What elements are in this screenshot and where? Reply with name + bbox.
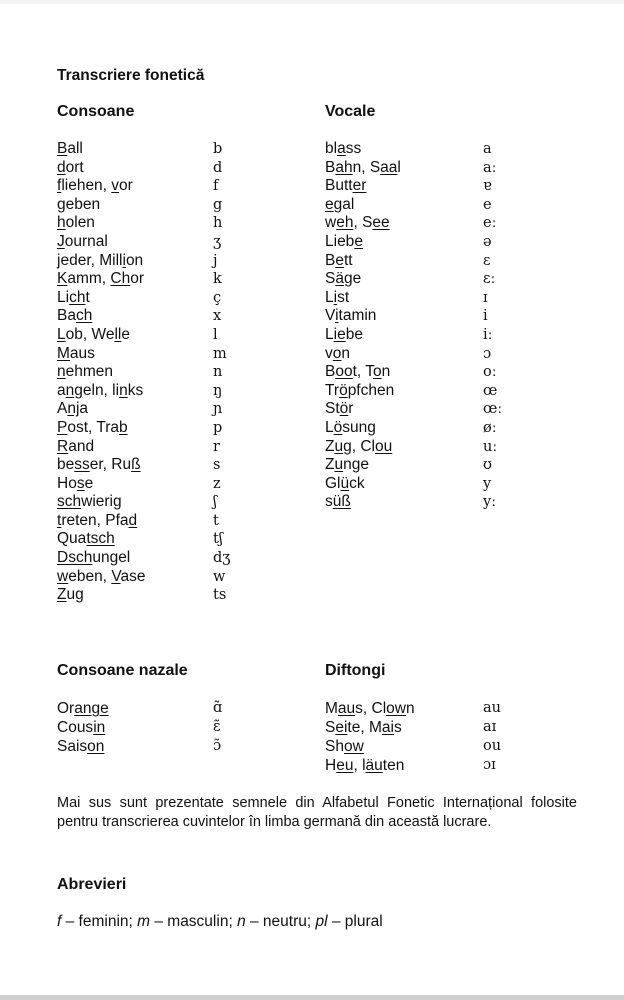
vowel-ipa: eː xyxy=(483,215,497,232)
consonant-ipa: ŋ xyxy=(213,382,223,399)
consonant-word: holen xyxy=(57,214,95,232)
consonant-ipa: n xyxy=(213,364,223,381)
vowel-row xyxy=(325,382,525,401)
consonant-row xyxy=(57,159,257,178)
consonant-row xyxy=(57,177,257,196)
vowels-heading: Vocale xyxy=(325,103,376,120)
consonant-word: besser, Ruß xyxy=(57,456,141,474)
vowel-word: Vitamin xyxy=(325,307,377,325)
consonant-word: Dschungel xyxy=(57,549,131,567)
consonant-word: schwierig xyxy=(57,493,122,511)
consonant-ipa: s xyxy=(213,457,221,474)
vowel-row xyxy=(325,270,525,289)
vowel-ipa: ɛː xyxy=(483,271,496,288)
vowel-row xyxy=(325,419,525,438)
vowel-ipa: ʊ xyxy=(483,457,492,474)
consonant-row xyxy=(57,140,257,159)
consonant-word: Maus xyxy=(57,344,95,362)
vowel-row xyxy=(325,475,525,494)
nasal-ipa: ɔ̃ xyxy=(213,738,222,754)
vowel-row xyxy=(325,363,525,382)
consonant-word: Licht xyxy=(57,288,90,306)
abbreviation-symbol: f xyxy=(57,913,62,930)
page-top-edge xyxy=(0,0,624,4)
consonant-ipa: g xyxy=(213,196,223,213)
vowel-word: Glück xyxy=(325,474,365,492)
consonant-ipa: ɲ xyxy=(213,401,223,418)
vowel-row xyxy=(325,252,525,271)
consonant-ipa: m xyxy=(213,345,227,362)
nasal-row xyxy=(57,699,257,718)
diphthong-ipa: ɔɪ xyxy=(483,757,496,773)
consonant-row xyxy=(57,326,257,345)
vowel-row xyxy=(325,493,525,512)
vowel-word: Bahn, Saal xyxy=(325,158,401,176)
vowel-ipa: a xyxy=(483,141,492,157)
consonant-word: Hose xyxy=(57,474,94,492)
vowel-ipa: e xyxy=(483,196,492,213)
abbreviation-symbol: pl xyxy=(315,913,328,930)
vowel-ipa: oː xyxy=(483,364,497,381)
consonant-ipa: t xyxy=(213,512,219,529)
vowel-ipa: ɔ xyxy=(483,345,492,362)
vowel-word: Zunge xyxy=(325,456,369,474)
consonant-word: Rand xyxy=(57,437,95,455)
consonant-ipa: h xyxy=(213,215,223,232)
consonant-row xyxy=(57,400,257,419)
diphthong-ipa: ou xyxy=(483,738,502,754)
abbreviation-symbol: n xyxy=(237,913,246,930)
consonant-ipa: p xyxy=(213,419,223,436)
consonant-word: jeder, Million xyxy=(57,251,144,269)
consonant-word: angeln, links xyxy=(57,381,144,399)
consonant-ipa: k xyxy=(213,271,222,288)
consonant-ipa: z xyxy=(213,475,221,492)
vowel-word: List xyxy=(325,288,350,306)
diphthong-row xyxy=(325,737,525,756)
vowel-row xyxy=(325,289,525,308)
vowel-ipa: uː xyxy=(483,438,498,455)
consonant-ipa: x xyxy=(213,308,222,325)
diphthong-word: Show xyxy=(325,738,364,755)
diphthongs-list xyxy=(325,699,525,775)
consonant-ipa: r xyxy=(213,438,220,455)
nasal-word: Saison xyxy=(57,738,105,755)
consonant-word: Kamm, Chor xyxy=(57,270,145,288)
consonant-ipa: tʃ xyxy=(213,531,223,548)
consonant-word: weben, Vase xyxy=(57,567,146,585)
consonants-list xyxy=(57,140,257,605)
consonant-row xyxy=(57,270,257,289)
abbreviations-line: f – feminin; m – masculin; n – neutru; pl – plural xyxy=(57,913,383,930)
consonant-row xyxy=(57,456,257,475)
abbreviations-heading: Abrevieri xyxy=(57,876,127,893)
nasal-word: Orange xyxy=(57,700,109,717)
vowel-ipa: øː xyxy=(483,419,497,436)
vowel-ipa: yː xyxy=(483,494,497,511)
vowel-ipa: ɪ xyxy=(483,289,488,306)
consonant-word: Ball xyxy=(57,140,83,157)
vowel-row xyxy=(325,233,525,252)
nasal-ipa: ɛ̃ xyxy=(213,719,221,735)
diphthong-ipa: au xyxy=(483,700,501,716)
nasal-ipa: ɑ̃ xyxy=(213,700,223,716)
vowel-word: süß xyxy=(325,493,351,511)
page-bottom-edge xyxy=(0,995,624,1000)
consonant-row xyxy=(57,345,257,364)
consonant-ipa: w xyxy=(213,568,226,585)
vowel-word: Tröpfchen xyxy=(325,381,395,399)
consonant-row xyxy=(57,419,257,438)
vowel-word: Säge xyxy=(325,270,362,288)
consonant-ipa: j xyxy=(213,252,218,269)
consonant-row xyxy=(57,549,257,568)
consonant-row xyxy=(57,493,257,512)
vowel-word: blass xyxy=(325,140,362,157)
vowel-row xyxy=(325,307,525,326)
vowel-row xyxy=(325,326,525,345)
consonant-ipa: dʒ xyxy=(213,550,231,567)
vowel-ipa: y xyxy=(483,475,492,492)
consonant-ipa: l xyxy=(213,326,218,343)
diphthongs-heading: Diftongi xyxy=(325,662,386,679)
vowels-list xyxy=(325,140,525,512)
vowel-row xyxy=(325,345,525,364)
consonant-row xyxy=(57,530,257,549)
consonant-ipa: ts xyxy=(213,587,227,604)
consonant-ipa: ʒ xyxy=(213,233,222,250)
vowel-ipa: ɛ xyxy=(483,252,491,269)
vowel-row xyxy=(325,196,525,215)
vowel-row xyxy=(325,456,525,475)
consonant-ipa: d xyxy=(213,159,223,176)
vowel-row xyxy=(325,400,525,419)
consonant-row xyxy=(57,475,257,494)
diphthong-row xyxy=(325,718,525,737)
vowel-word: Liebe xyxy=(325,325,363,343)
consonant-ipa: ʃ xyxy=(213,494,217,511)
vowel-row xyxy=(325,140,525,159)
consonant-row xyxy=(57,568,257,587)
nasal-word: Cousin xyxy=(57,719,106,736)
vowel-row xyxy=(325,214,525,233)
diphthong-word: Heu, läuten xyxy=(325,757,405,774)
consonant-row xyxy=(57,363,257,382)
diphthong-ipa: aɪ xyxy=(483,719,497,735)
nasals-heading: Consoane nazale xyxy=(57,662,188,679)
vowel-ipa: iː xyxy=(483,326,493,343)
page-title: Transcriere fonetică xyxy=(57,67,205,84)
vowel-ipa: œː xyxy=(483,401,503,418)
consonant-row xyxy=(57,289,257,308)
vowel-word: Boot, Ton xyxy=(325,363,391,381)
vowel-word: Lösung xyxy=(325,418,376,436)
nasals-list xyxy=(57,699,257,756)
vowel-word: Liebe xyxy=(325,232,363,250)
consonant-word: nehmen xyxy=(57,363,114,381)
consonant-word: Journal xyxy=(57,232,108,250)
vowel-row xyxy=(325,438,525,457)
vowel-word: Butter xyxy=(325,177,367,195)
consonant-row xyxy=(57,438,257,457)
consonant-word: Anja xyxy=(57,400,89,418)
vowel-ipa: i xyxy=(483,308,488,325)
consonant-ipa: f xyxy=(213,178,219,195)
vowel-word: Bett xyxy=(325,251,353,269)
ipa-note: Mai sus sunt prezentate semnele din Alfabetul Fonetic Internațional folosite pentru transcrierea cuvintelor în limba germană din această lucrare. xyxy=(57,795,577,830)
consonant-row xyxy=(57,512,257,531)
consonants-heading: Consoane xyxy=(57,103,135,120)
vowel-row xyxy=(325,177,525,196)
diphthong-word: Maus, Clown xyxy=(325,700,415,717)
nasal-row xyxy=(57,718,257,737)
consonant-word: Bach xyxy=(57,307,93,325)
consonant-row xyxy=(57,382,257,401)
vowel-word: weh, See xyxy=(325,214,390,232)
vowel-word: Stör xyxy=(325,400,354,418)
diphthong-row xyxy=(325,756,525,775)
consonant-ipa: ç xyxy=(213,289,222,306)
consonant-word: Quatsch xyxy=(57,530,115,548)
consonant-word: Lob, Welle xyxy=(57,325,130,343)
consonant-row xyxy=(57,252,257,271)
vowel-ipa: ə xyxy=(483,233,492,250)
vowel-row xyxy=(325,159,525,178)
vowel-word: von xyxy=(325,344,350,362)
vowel-ipa: ɐ xyxy=(483,178,492,195)
consonant-row xyxy=(57,233,257,252)
nasal-row xyxy=(57,737,257,756)
diphthong-row xyxy=(325,699,525,718)
consonant-ipa: b xyxy=(213,141,223,157)
vowel-word: Zug, Clou xyxy=(325,437,393,455)
consonant-row xyxy=(57,586,257,605)
consonant-row xyxy=(57,307,257,326)
consonant-word: treten, Pfad xyxy=(57,511,138,529)
vowel-ipa: aː xyxy=(483,159,497,176)
abbreviation-symbol: m xyxy=(137,913,151,930)
consonant-word: Zug xyxy=(57,586,84,604)
consonant-word: dort xyxy=(57,158,84,176)
consonant-row xyxy=(57,196,257,215)
consonant-word: geben xyxy=(57,195,101,213)
vowel-word: egal xyxy=(325,195,355,213)
diphthong-word: Seite, Mais xyxy=(325,719,402,736)
consonant-word: fliehen, vor xyxy=(57,177,133,195)
consonant-row xyxy=(57,214,257,233)
vowel-ipa: œ xyxy=(483,382,498,399)
consonant-word: Post, Trab xyxy=(57,418,128,436)
